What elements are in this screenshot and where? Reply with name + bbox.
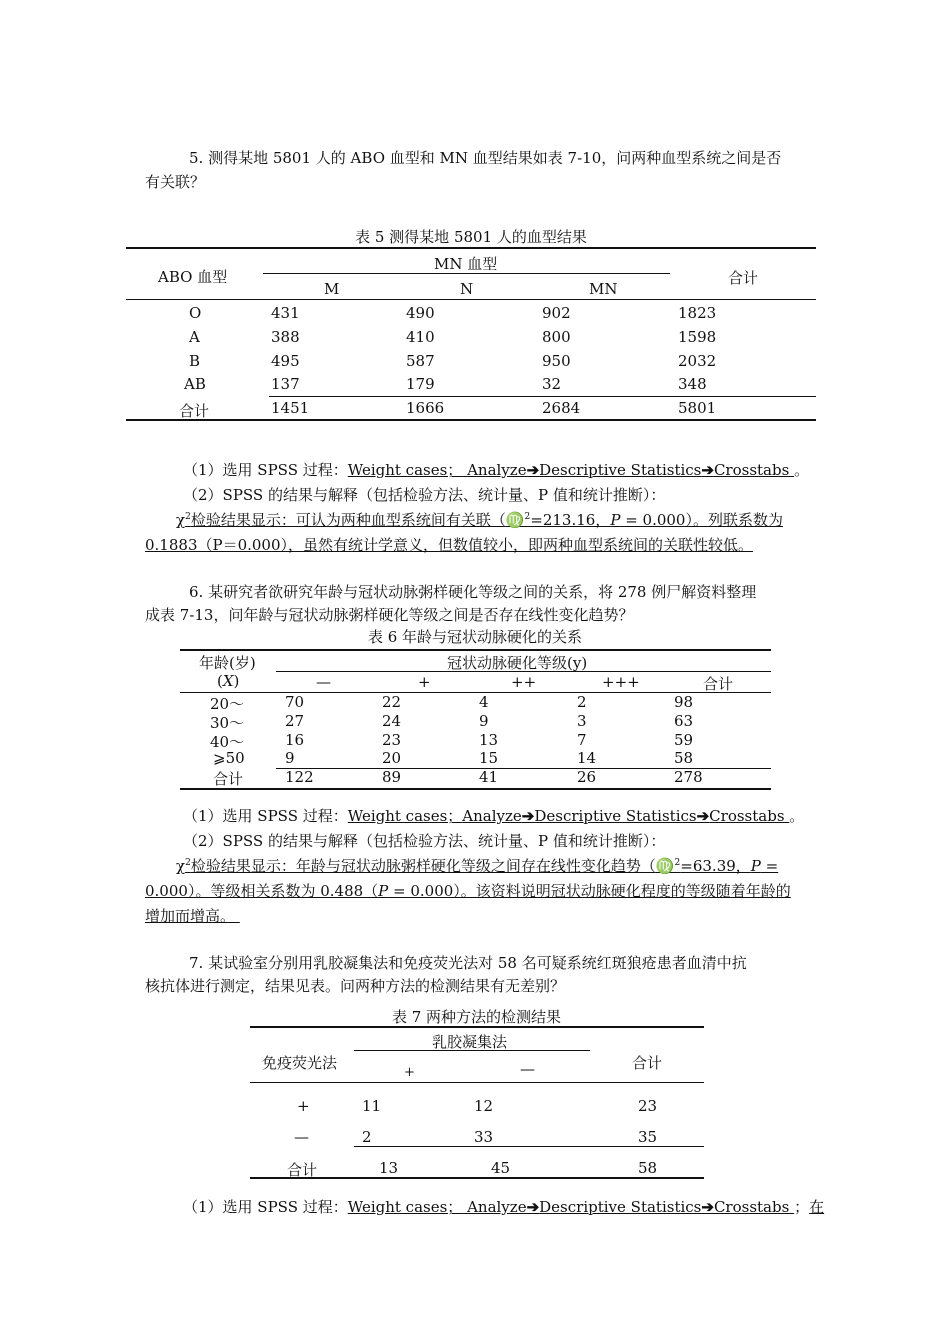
q5-intro-cont: 有关联？ <box>145 173 206 191</box>
q5-col-mn: MN <box>589 280 618 298</box>
q6-cell: 27 <box>285 712 305 730</box>
q7-row-label: 合计 <box>287 1161 318 1179</box>
q5-cell: 388 <box>271 328 300 346</box>
q6-col: 合计 <box>703 675 734 693</box>
q6-cell: 58 <box>674 749 694 767</box>
q6-cell: 16 <box>285 731 305 749</box>
q6-row-header-x: (X) <box>217 672 240 690</box>
q6-row-label: 合计 <box>213 770 244 788</box>
q5-cell: 348 <box>678 375 707 393</box>
q5-result-line1: $\chi^2$检验结果显示：可认为两种血型系统间有关联（♍$^2$=213.16，P = 0.000）。列联系数为 <box>176 511 783 529</box>
chi-square-symbol-icon: ♍ <box>655 857 675 875</box>
q5-row-label: AB <box>184 375 206 393</box>
q6-cell: 3 <box>577 712 587 730</box>
q6-row-label: 20～ <box>210 695 245 713</box>
q7-cell: 2 <box>362 1128 372 1146</box>
q6-cell: 63 <box>674 712 694 730</box>
q6-col: + <box>418 673 431 691</box>
arrow-icon: ➔ <box>701 461 714 479</box>
q5-row-label: O <box>189 304 202 322</box>
q7-table-caption: 表 7 两种方法的检测结果 <box>391 1008 562 1026</box>
q5-cell: 431 <box>271 304 300 322</box>
q6-cell: 24 <box>382 712 402 730</box>
q5-col-n: N <box>460 280 474 298</box>
q7-step1: （1）选用 SPSS 过程：Weight cases； Analyze➔Descriptive Statistics➔Crosstabs ；在 <box>183 1198 825 1216</box>
q7-cell: 33 <box>474 1128 494 1146</box>
q7-row-label: + <box>297 1097 310 1115</box>
q6-cell: 9 <box>285 749 295 767</box>
q6-cell: 9 <box>479 712 489 730</box>
q5-cell: 1666 <box>406 399 445 417</box>
q6-intro-cont: 成表 7-13，问年龄与冠状动脉粥样硬化等级之间是否存在线性变化趋势？ <box>145 606 634 624</box>
q5-col-m: M <box>324 280 340 298</box>
q7-total-header: 合计 <box>632 1054 663 1072</box>
q6-intro: 6. 某研究者欲研究年龄与冠状动脉粥样硬化等级之间的关系，将 278 例尸解资料整理 <box>189 583 757 601</box>
q5-cell: 490 <box>406 304 435 322</box>
q5-table-caption: 表 5 测得某地 5801 人的血型结果 <box>355 228 587 246</box>
q7-col-pos: + <box>404 1065 415 1080</box>
q5-cell: 2032 <box>678 352 717 370</box>
q5-cell: 800 <box>542 328 571 346</box>
arrow-icon: ➔ <box>696 807 710 825</box>
q6-cell: 13 <box>479 731 499 749</box>
arrow-icon: ➔ <box>701 1198 714 1216</box>
q5-step1: （1）选用 SPSS 过程：Weight cases； Analyze➔Descriptive Statistics➔Crosstabs 。 <box>183 461 810 479</box>
q6-cell: 98 <box>674 693 694 711</box>
q5-cell: 2684 <box>542 399 581 417</box>
q7-col-neg: — <box>520 1060 535 1078</box>
q6-row-header: 年龄(岁) <box>199 654 256 672</box>
q5-cell: 410 <box>406 328 435 346</box>
q6-step1: （1）选用 SPSS 过程：Weight cases；Analyze➔Descriptive Statistics➔Crosstabs 。 <box>183 807 805 825</box>
q5-cell: 587 <box>406 352 435 370</box>
q5-cell: 902 <box>542 304 571 322</box>
q7-cell: 58 <box>638 1159 658 1177</box>
q5-cell: 1823 <box>678 304 717 322</box>
q6-result-line3: 增加而增高。 <box>145 907 240 925</box>
q7-intro: 7. 某试验室分别用乳胶凝集法和免疫荧光法对 58 名可疑系统红斑狼疮患者血清中抗 <box>189 954 747 972</box>
q6-col: +++ <box>602 673 640 691</box>
q6-step2: （2）SPSS 的结果与解释（包括检验方法、统计量、P 值和统计推断）： <box>183 832 666 850</box>
q7-cell: 11 <box>362 1097 382 1115</box>
q5-cell: 1598 <box>678 328 717 346</box>
q6-cell: 278 <box>674 768 703 786</box>
q6-cell: 20 <box>382 749 402 767</box>
q6-cell: 15 <box>479 749 499 767</box>
q6-cell: 2 <box>577 693 587 711</box>
arrow-icon: ➔ <box>526 461 540 479</box>
q5-row-label: A <box>189 328 200 346</box>
q6-result-line1: $\chi^2$检验结果显示：年龄与冠状动脉粥样硬化等级之间存在线性变化趋势（♍$^2$=63.39，P = <box>176 857 779 875</box>
q6-col: — <box>316 673 331 691</box>
q6-cell: 70 <box>285 693 305 711</box>
q5-row-label: 合计 <box>179 402 210 420</box>
q5-cell: 32 <box>542 375 562 393</box>
q6-cell: 41 <box>479 768 499 786</box>
q5-total-header: 合计 <box>728 269 759 287</box>
q6-cell: 7 <box>577 731 587 749</box>
q5-result-line2: 0.1883（P＝0.000），虽然有统计学意义，但数值较小，即两种血型系统间的关联性较低。 <box>145 536 754 554</box>
q7-cell: 35 <box>638 1128 658 1146</box>
q7-cell: 23 <box>638 1097 658 1115</box>
q6-cell: 23 <box>382 731 402 749</box>
q7-row-header: 免疫荧光法 <box>262 1054 338 1072</box>
q7-cell: 45 <box>491 1159 511 1177</box>
q6-group-header: 冠状动脉硬化等级(y) <box>447 654 588 672</box>
q5-cell: 495 <box>271 352 300 370</box>
arrow-icon: ➔ <box>521 807 535 825</box>
q5-step2: （2）SPSS 的结果与解释（包括检验方法、统计量、P 值和统计推断）： <box>183 486 666 504</box>
q6-row-label: ⩾50 <box>213 749 245 767</box>
q6-cell: 22 <box>382 693 402 711</box>
arrow-icon: ➔ <box>526 1198 540 1216</box>
q6-cell: 89 <box>382 768 402 786</box>
q5-group-header: MN 血型 <box>434 255 498 273</box>
q5-cell: 137 <box>271 375 300 393</box>
q5-row-label: B <box>189 352 201 370</box>
q6-cell: 14 <box>577 749 597 767</box>
q5-row-header: ABO 血型 <box>158 268 228 286</box>
chi-square-symbol-icon: ♍ <box>505 511 525 529</box>
q6-table-caption: 表 6 年龄与冠状动脉硬化的关系 <box>367 628 583 646</box>
q6-row-label: 30～ <box>210 714 245 732</box>
q6-cell: 59 <box>674 731 694 749</box>
q5-cell: 950 <box>542 352 571 370</box>
q5-cell: 179 <box>406 375 435 393</box>
q7-group-header: 乳胶凝集法 <box>432 1033 508 1051</box>
q5-intro-line1: 5. 测得某地 5801 人的 ABO 血型和 MN 血型结果如表 7-10，问两种血型系统之间是否 <box>189 149 782 167</box>
q7-cell: 12 <box>474 1097 494 1115</box>
q5-cell: 1451 <box>271 399 310 417</box>
q6-result-line2: 0.000）。等级相关系数为 0.488（P = 0.000）。该资料说明冠状动脉硬化程度的等级随着年龄的 <box>145 882 791 900</box>
q7-row-label: — <box>294 1128 309 1146</box>
q6-row-label: 40～ <box>210 733 245 751</box>
q5-intro <box>145 146 807 170</box>
q6-col: ++ <box>511 673 537 691</box>
q7-intro-cont: 核抗体进行测定，结果见表。问两种方法的检测结果有无差别？ <box>145 977 566 995</box>
q5-cell: 5801 <box>678 399 717 417</box>
q7-cell: 13 <box>379 1159 399 1177</box>
q6-cell: 122 <box>285 768 314 786</box>
q6-cell: 26 <box>577 768 597 786</box>
q6-cell: 4 <box>479 693 489 711</box>
